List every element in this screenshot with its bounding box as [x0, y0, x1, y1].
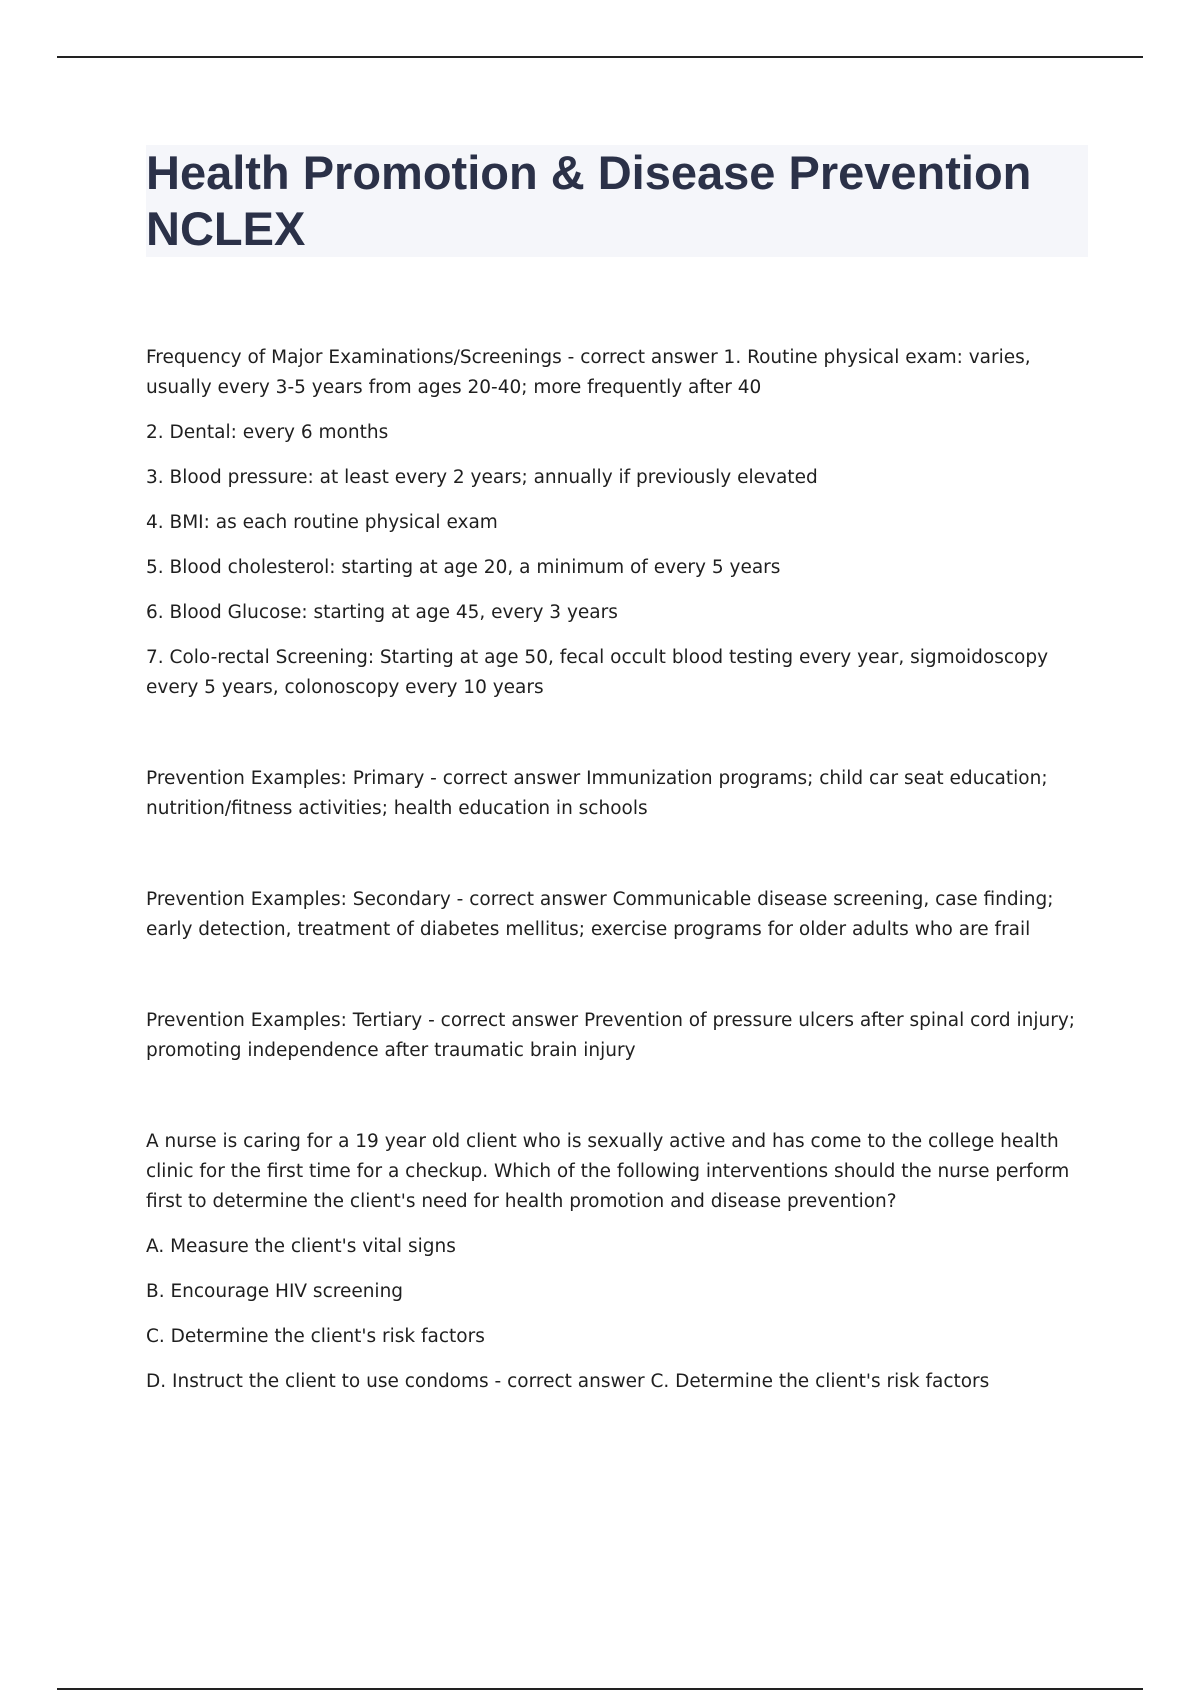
primary-section [146, 764, 1086, 824]
question-option: D. Instruct the client to use condoms - correct answer C. Determine the client's risk factors [146, 1371, 990, 1392]
document-body [146, 343, 1086, 1412]
frequency-item: 3. Blood pressure: at least every 2 years; annually if previously elevated [146, 467, 818, 488]
spacer [146, 839, 1086, 885]
primary-prevention-text: Prevention Examples: Primary - correct answer Immunization programs; child car seat education; nutrition/fitness activities; health education in schools [146, 768, 1048, 819]
question-stem: A nurse is caring for a 19 year old client who is sexually active and has come to the college health clinic for the first time for a checkup. Which of the following interventions should the nurse perform first to determine the client's need for health promotion and disease prevention? [146, 1131, 1070, 1212]
frequency-item: 4. BMI: as each routine physical exam [146, 512, 498, 533]
tertiary-section [146, 1006, 1086, 1066]
question-option: B. Encourage HIV screening [146, 1281, 404, 1302]
frequency-item: 6. Blood Glucose: starting at age 45, every 3 years [146, 602, 618, 623]
title-box [146, 145, 1088, 257]
spacer [146, 718, 1086, 764]
secondary-prevention-text: Prevention Examples: Secondary - correct answer Communicable disease screening, case finding; early detection, treatment of diabetes mellitus; exercise programs for older adults who are frail [146, 889, 1054, 940]
top-rule [57, 56, 1143, 58]
spacer [146, 960, 1086, 1006]
question-section [146, 1127, 1086, 1397]
question-option: A. Measure the client's vital signs [146, 1236, 456, 1257]
bottom-rule [57, 1688, 1143, 1690]
document-title: Health Promotion & Disease Prevention NCLEX [146, 146, 1032, 255]
frequency-item: 2. Dental: every 6 months [146, 422, 389, 443]
frequency-section [146, 343, 1086, 703]
frequency-intro: Frequency of Major Examinations/Screenings - correct answer 1. Routine physical exam: varies, usually every 3-5 years from ages 20-40; more frequently after 40 [146, 347, 1031, 398]
secondary-section [146, 885, 1086, 945]
frequency-item: 5. Blood cholesterol: starting at age 20, a minimum of every 5 years [146, 557, 781, 578]
frequency-item: 7. Colo-rectal Screening: Starting at age 50, fecal occult blood testing every year, sigmoidoscopy every 5 years, colonoscopy every 10 years [146, 647, 1049, 698]
question-option: C. Determine the client's risk factors [146, 1326, 485, 1347]
spacer [146, 1081, 1086, 1127]
tertiary-prevention-text: Prevention Examples: Tertiary - correct answer Prevention of pressure ulcers after spinal cord injury; promoting independence after traumatic brain injury [146, 1010, 1076, 1061]
